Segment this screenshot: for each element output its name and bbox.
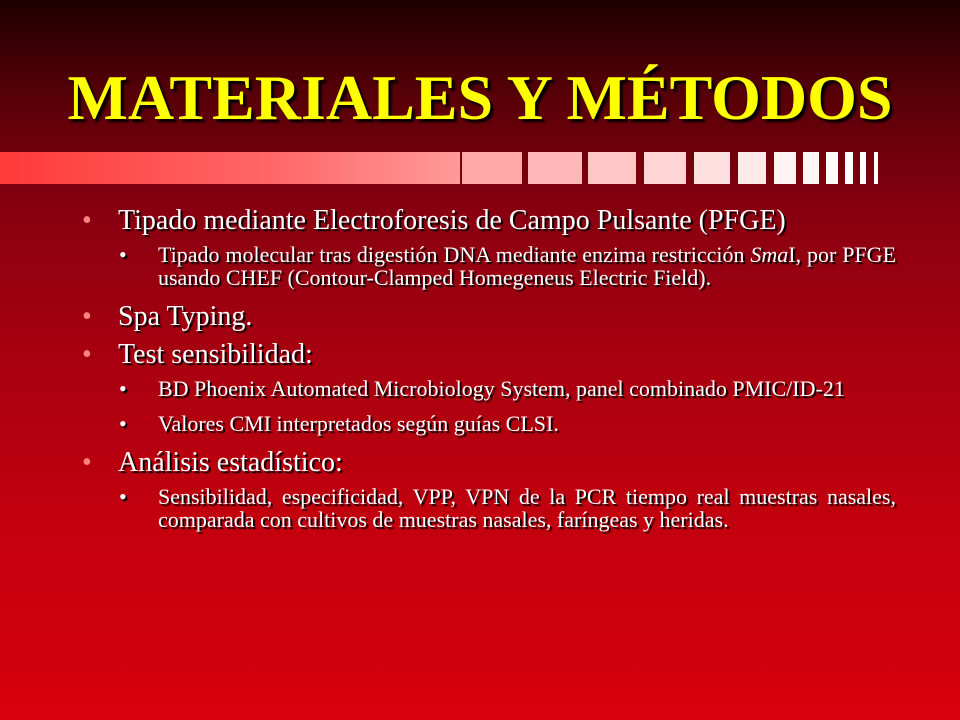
decorative-stripe-block [826,152,838,184]
decorative-stripe-block [588,152,636,184]
slide-title: MATERIALES Y MÉTODOS [67,62,893,133]
bullet-icon: • [119,376,127,401]
bullet-icon: • [82,339,92,370]
decorative-stripe-block [694,152,730,184]
bullet-text: Análisis estadístico: [118,447,343,478]
decorative-stripe-block [462,152,522,184]
bullet-text: Spa Typing. [118,301,253,332]
bullet-item-test-sensibilidad [80,339,896,371]
bullet-text: Tipado mediante Electroforesis de Campo Pulsante (PFGE) [118,205,786,236]
decorative-stripe-block [874,152,878,184]
bullet-icon: • [82,301,92,332]
decorative-stripe-block [803,152,819,184]
bullet-icon: • [119,242,127,267]
bullet-icon: • [82,447,92,478]
decorative-stripe-block [845,152,853,184]
sub-bullet-text-post: I, por PFGE usando CHEF (Contour-Clamped Homegeneus Electric Field). [158,242,897,290]
decorative-stripe-block [774,152,796,184]
slide-body [80,205,896,543]
bullet-item-pfge [80,205,896,237]
decorative-stripe-block [644,152,686,184]
bullet-item-analisis [80,447,896,479]
sub-bullet-item-cmi [118,412,896,435]
decorative-stripe-block [738,152,766,184]
sub-bullet-text-pre: Tipado molecular tras digestión DNA mediante enzima restricción [158,242,751,267]
sub-bullet-item-sensibilidad-pcr [118,485,896,531]
bullet-icon: • [119,411,127,436]
bullet-icon: • [82,205,92,236]
bullet-item-spa-typing [80,301,896,333]
decorative-stripe-bar [0,152,460,184]
sub-bullet-text: Sensibilidad, especificidad, VPP, VPN de la PCR tiempo real muestras nasales, comparada con cultivos de muestras nasales, faríngeas y heridas. [158,484,896,532]
sub-bullet-item-pfge-detail [118,243,896,289]
decorative-stripe-block [528,152,582,184]
sub-bullet-text: BD Phoenix Automated Microbiology System, panel combinado PMIC/ID-21 [158,376,845,401]
bullet-text: Test sensibilidad: [118,339,313,370]
sub-bullet-text: Valores CMI interpretados según guías CLSI. [158,411,559,436]
enzyme-name: Sma [750,242,789,267]
bullet-icon: • [119,484,127,509]
sub-bullet-item-phoenix [118,377,896,400]
decorative-stripe-block [860,152,866,184]
